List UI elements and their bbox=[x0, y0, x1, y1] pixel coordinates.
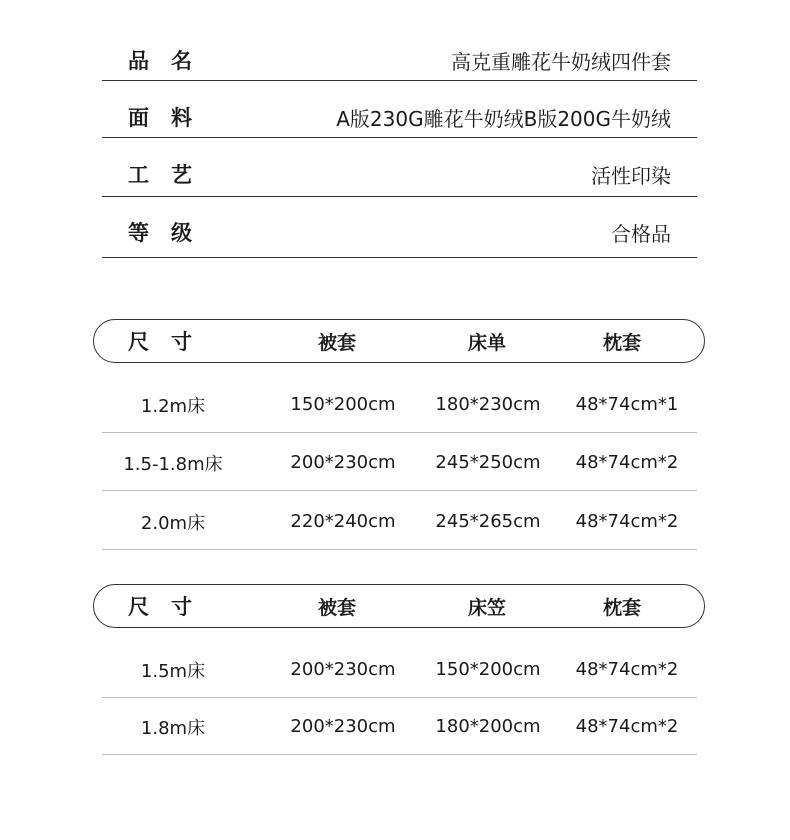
header-pillowcase: 枕套 bbox=[603, 596, 642, 619]
header-duvet-cover: 被套 bbox=[318, 596, 357, 619]
cell-pillowcase: 48*74cm*2 bbox=[575, 716, 679, 737]
header-fitted-sheet: 床笠 bbox=[468, 596, 507, 619]
cell-bed-sheet: 245*250cm bbox=[435, 452, 541, 473]
table-row bbox=[102, 698, 697, 755]
divider bbox=[102, 196, 697, 197]
divider bbox=[102, 137, 697, 138]
cell-duvet-cover: 150*200cm bbox=[290, 394, 396, 415]
spec-value: 高克重雕花牛奶绒四件套 bbox=[451, 49, 671, 74]
cell-pillowcase: 48*74cm*2 bbox=[575, 511, 679, 532]
cell-pillowcase: 48*74cm*2 bbox=[575, 452, 679, 473]
cell-bed-sheet: 180*230cm bbox=[435, 394, 541, 415]
header-duvet-cover: 被套 bbox=[318, 331, 357, 354]
cell-duvet-cover: 220*240cm bbox=[290, 511, 396, 532]
cell-size: 1.5-1.8m床 bbox=[123, 453, 223, 475]
row-divider bbox=[102, 754, 697, 755]
table-row bbox=[102, 376, 697, 433]
row-divider bbox=[102, 490, 697, 491]
header-size: 尺寸 bbox=[128, 595, 214, 619]
table-row bbox=[102, 641, 697, 698]
row-divider bbox=[102, 432, 697, 433]
spec-label: 面料 bbox=[128, 106, 214, 130]
table1-header bbox=[93, 319, 705, 363]
header-size: 尺寸 bbox=[128, 330, 214, 354]
cell-size: 1.2m床 bbox=[140, 395, 206, 417]
spec-value: 活性印染 bbox=[591, 163, 671, 188]
header-pillowcase: 枕套 bbox=[603, 331, 642, 354]
table2-header bbox=[93, 584, 705, 628]
divider bbox=[102, 80, 697, 81]
spec-label: 品名 bbox=[128, 49, 214, 73]
spec-row-grade bbox=[102, 203, 697, 261]
spec-row-craft bbox=[102, 145, 697, 203]
cell-fitted-sheet: 180*200cm bbox=[435, 716, 541, 737]
cell-pillowcase: 48*74cm*2 bbox=[575, 659, 679, 680]
cell-fitted-sheet: 150*200cm bbox=[435, 659, 541, 680]
table-row bbox=[102, 493, 697, 550]
spec-label: 等级 bbox=[128, 221, 214, 245]
cell-duvet-cover: 200*230cm bbox=[290, 716, 396, 737]
cell-size: 1.5m床 bbox=[140, 660, 206, 682]
cell-size: 1.8m床 bbox=[140, 717, 206, 739]
header-bed-sheet: 床单 bbox=[468, 331, 507, 354]
spec-value: A版230G雕花牛奶绒B版200G牛奶绒 bbox=[336, 106, 671, 131]
divider bbox=[102, 257, 697, 258]
cell-size: 2.0m床 bbox=[140, 512, 206, 534]
cell-pillowcase: 48*74cm*1 bbox=[575, 394, 679, 415]
cell-bed-sheet: 245*265cm bbox=[435, 511, 541, 532]
cell-duvet-cover: 200*230cm bbox=[290, 659, 396, 680]
cell-duvet-cover: 200*230cm bbox=[290, 452, 396, 473]
spec-value: 合格品 bbox=[611, 221, 671, 246]
spec-label: 工艺 bbox=[128, 163, 214, 187]
table-row bbox=[102, 434, 697, 491]
row-divider bbox=[102, 549, 697, 550]
